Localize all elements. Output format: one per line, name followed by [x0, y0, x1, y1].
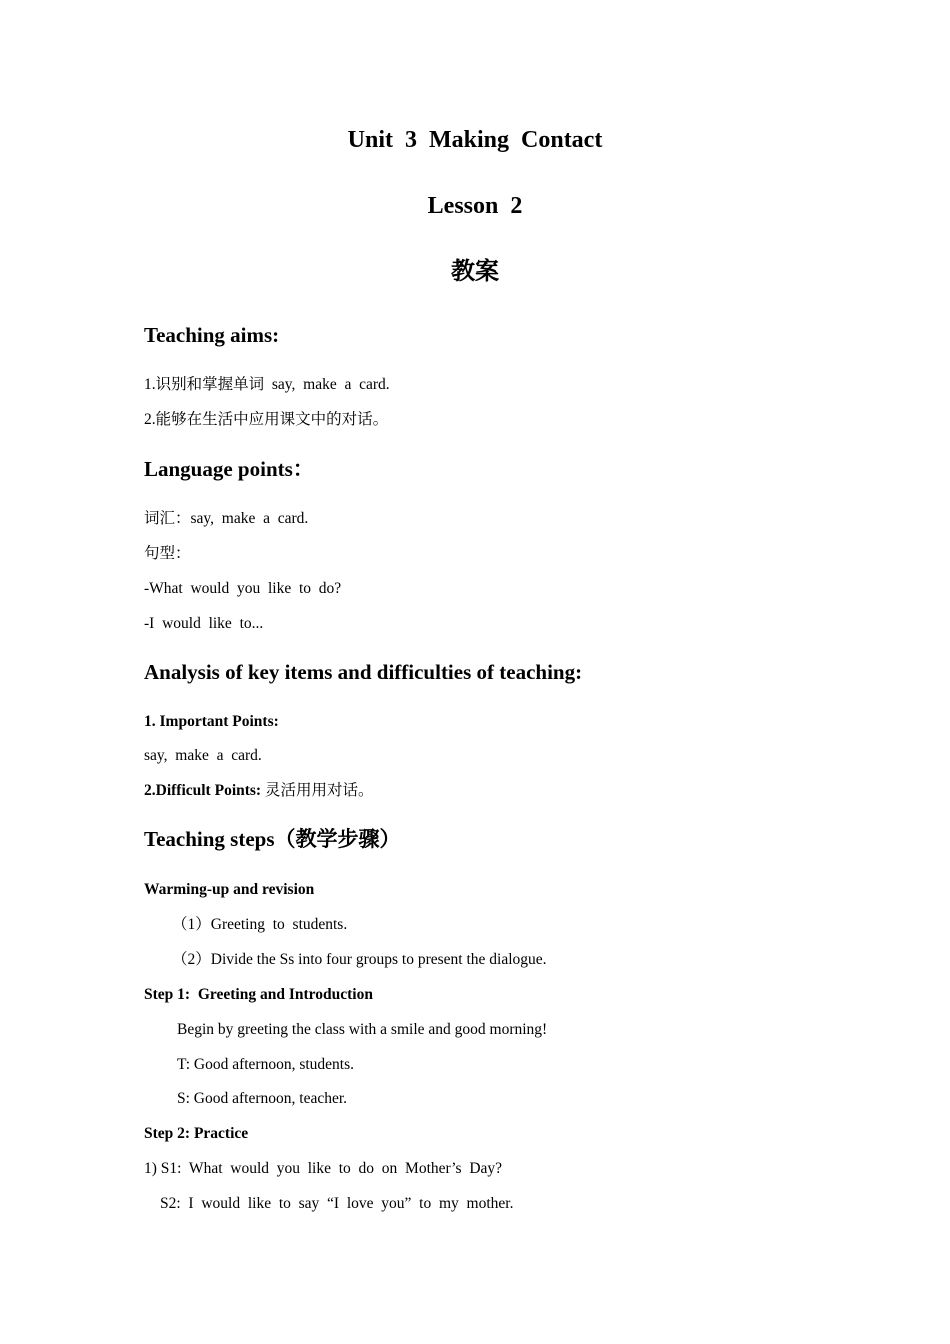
- warmup-label: Warming-up and revision: [144, 881, 315, 898]
- difficult-points-label: 2.Difficult Points:: [144, 782, 262, 799]
- lesson-subtitle: Lesson 2: [427, 193, 523, 219]
- difficult-points-text: 灵活用用对话。: [261, 782, 374, 799]
- step1-line: S: Good afternoon, teacher.: [177, 1090, 348, 1107]
- teaching-aim-item: 2.能够在生活中应用课文中的对话。: [144, 411, 389, 428]
- analysis-heading: Analysis of key items and difficulties of teaching:: [144, 660, 583, 684]
- warmup-item: （2）Divide the Ss into four groups to present the dialogue.: [172, 951, 547, 968]
- step1-label: Step 1: Greeting and Introduction: [144, 986, 373, 1003]
- language-point-line: 词汇：say, make a card.: [144, 510, 309, 527]
- language-point-line: 句型：: [144, 545, 191, 562]
- step2-line: 1) S1: What would you like to do on Mother’s Day?: [144, 1160, 503, 1177]
- language-point-line: -I would like to...: [144, 615, 264, 632]
- important-points-label: 1. Important Points:: [144, 713, 279, 730]
- step2-label: Step 2: Practice: [144, 1125, 249, 1142]
- teaching-steps-heading: Teaching steps（教学步骤）: [144, 827, 401, 851]
- difficult-points-line: [144, 783, 374, 799]
- warmup-item: （1）Greeting to students.: [172, 916, 348, 933]
- teaching-aims-heading: Teaching aims:: [144, 323, 280, 347]
- step1-line: Begin by greeting the class with a smile and good morning!: [177, 1021, 548, 1038]
- step2-line: S2: I would like to say “I love you” to my mother.: [160, 1195, 514, 1212]
- document-title: Unit 3 Making Contact: [347, 127, 603, 153]
- document-type: 教案: [451, 257, 499, 285]
- teaching-aim-item: 1.识别和掌握单词 say, make a card.: [144, 376, 390, 393]
- important-points-text: say, make a card.: [144, 747, 262, 764]
- step1-line: T: Good afternoon, students.: [177, 1056, 355, 1073]
- language-points-heading: Language points：: [144, 457, 314, 481]
- language-point-line: -What would you like to do?: [144, 580, 342, 597]
